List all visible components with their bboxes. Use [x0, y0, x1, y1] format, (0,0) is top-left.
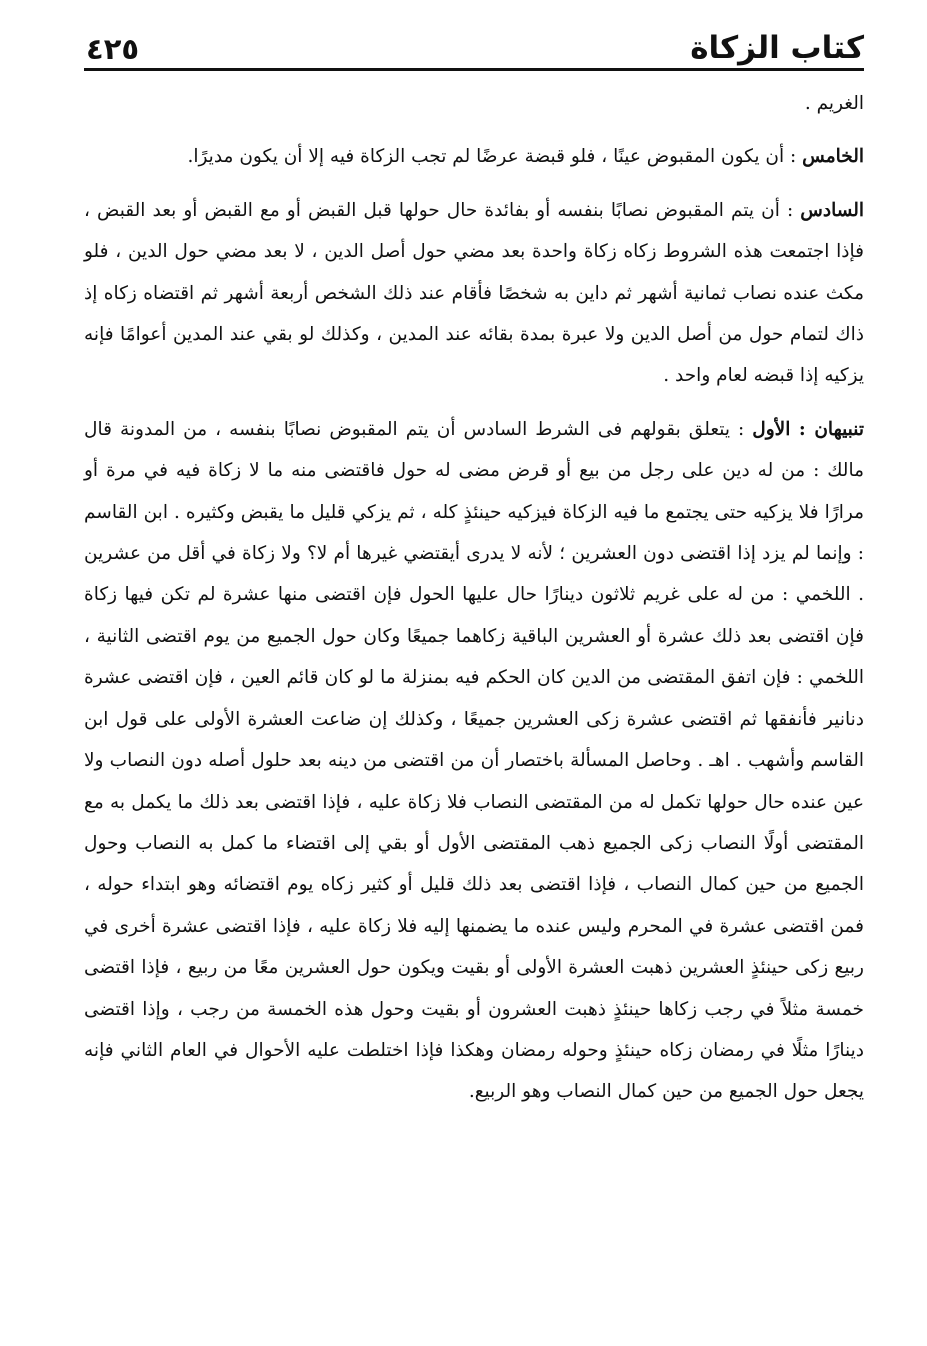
paragraph-text: الغريم .: [804, 93, 864, 114]
page-number: ٤٢٥: [86, 32, 140, 66]
book-page: [84, 24, 864, 1113]
paragraph-lead: تنبيهان : الأول: [752, 418, 864, 440]
paragraph: [84, 83, 864, 124]
book-title: كتاب الزكاة: [690, 30, 864, 66]
paragraph-lead: السادس: [800, 199, 864, 221]
paragraph: [84, 409, 864, 1113]
paragraph-lead: الخامس: [802, 146, 864, 168]
paragraph-text: : أن يتم المقبوض نصابًا بنفسه أو بفائدة حال حولها قبل القبض أو مع القبض أو بعد القبض ، فإذا اجتمعت هذه الشروط زكاه زكاة واحدة بعد مضي حول أصل الدين ، لا بعد مضي حول الدين ، فلو مكث عنده نصاب ثمانية أشهر ثم داين به شخصًا فأقام عند ذلك الشخص أربعة أشهر ثم اقتضاه زكاه إذ ذاك لتمام حول من أصل الدين ولا عبرة بمدة بقائه عند المدين ، وكذلك لو بقي عند المدين أعوامًا فإنه يزكيه إذا قبضه لعام واحد .: [84, 199, 864, 387]
paragraph-text: : أن يكون المقبوض عينًا ، فلو قبضة عرضًا لم تجب الزكاة فيه إلا أن يكون مديرًا.: [187, 146, 803, 168]
page-body: [84, 83, 864, 1113]
paragraph: [84, 190, 864, 397]
page-header: [84, 24, 864, 71]
paragraph-text: : يتعلق بقولهم فى الشرط السادس أن يتم المقبوض نصابًا بنفسه ، من المدونة قال مالك : من له دين على رجل من بيع أو قرض مضى له حول فاقتضى منه ما لا زكاة فيه في مرة أو مرارًا فلا يزكيه حتى يجتمع ما فيه الزكاة فيزكيه حينئذٍ كله ، ثم يزكي قليل ما يقبض وكثيره . ابن القاسم : وإنما لم يزد إذا اقتضى دون العشرين ؛ لأنه لا يدرى أيقتضي غيرها أم لا؟ ولا زكاة في أقل من عشرين . اللخمي : من له على غريم ثلاثون دينارًا حال عليها الحول فإن اقتضى منها عشرة لم تكن فيها زكاة فإن اقتضى بعد ذلك عشرة أو العشرين الباقية زكاهما جميعًا وكان حول الجميع من يوم اقتضى الثانية ، اللخمي : فإن اتفق المقتضى من الدين كان الحكم فيه بمنزلة ما لو كان قائم العين ، فإن اقتضى عشرة دنانير فأنفقها ثم اقتضى عشرة زكى العشرين جميعًا ، وكذلك إن ضاعت العشرة الأولى على قول ابن القاسم وأشهب . اهـ . وحاصل المسألة باختصار أن من اقتضى من دينه بعد حلول أصله دون النصاب ولا عين عنده حال حولها تكمل له من المقتضى النصاب فلا زكاة عليه ، فإذا اقتضى بعد ذلك ما يكمل به مع المقتضى أولًا النصاب زكى الجميع ذهب المقتضى الأول أو بقي إلى اقتضاء ما كمل به النصاب وحول الجميع من حين كمال النصاب ، فإذا اقتضى بعد ذلك قليل أو كثير زكاه يوم اقتضائه وهو ابتداء حوله ، فمن اقتضى عشرة في المحرم وليس عنده ما يضمنها إليه فلا زكاة عليه ، فإذا اقتضى عشرة أخرى في ربيع زكى حينئذٍ العشرين ذهبت العشرة الأولى أو بقيت ويكون حول العشرين معًا من ربيع ، فإذا اقتضى خمسة مثلاً في رجب زكاها حينئذٍ ذهبت العشرون أو بقيت وحول هذه الخمسة من رجب ، وإذا اقتضى دينارًا مثلًا في رمضان زكاه حينئذٍ وحوله رمضان وهكذا فإذا اختلطت عليه الأحوال في العام الثاني فإنه يجعل حول الجميع من حين كمال النصاب وهو الربيع.: [84, 418, 865, 1103]
paragraph: [84, 136, 864, 177]
